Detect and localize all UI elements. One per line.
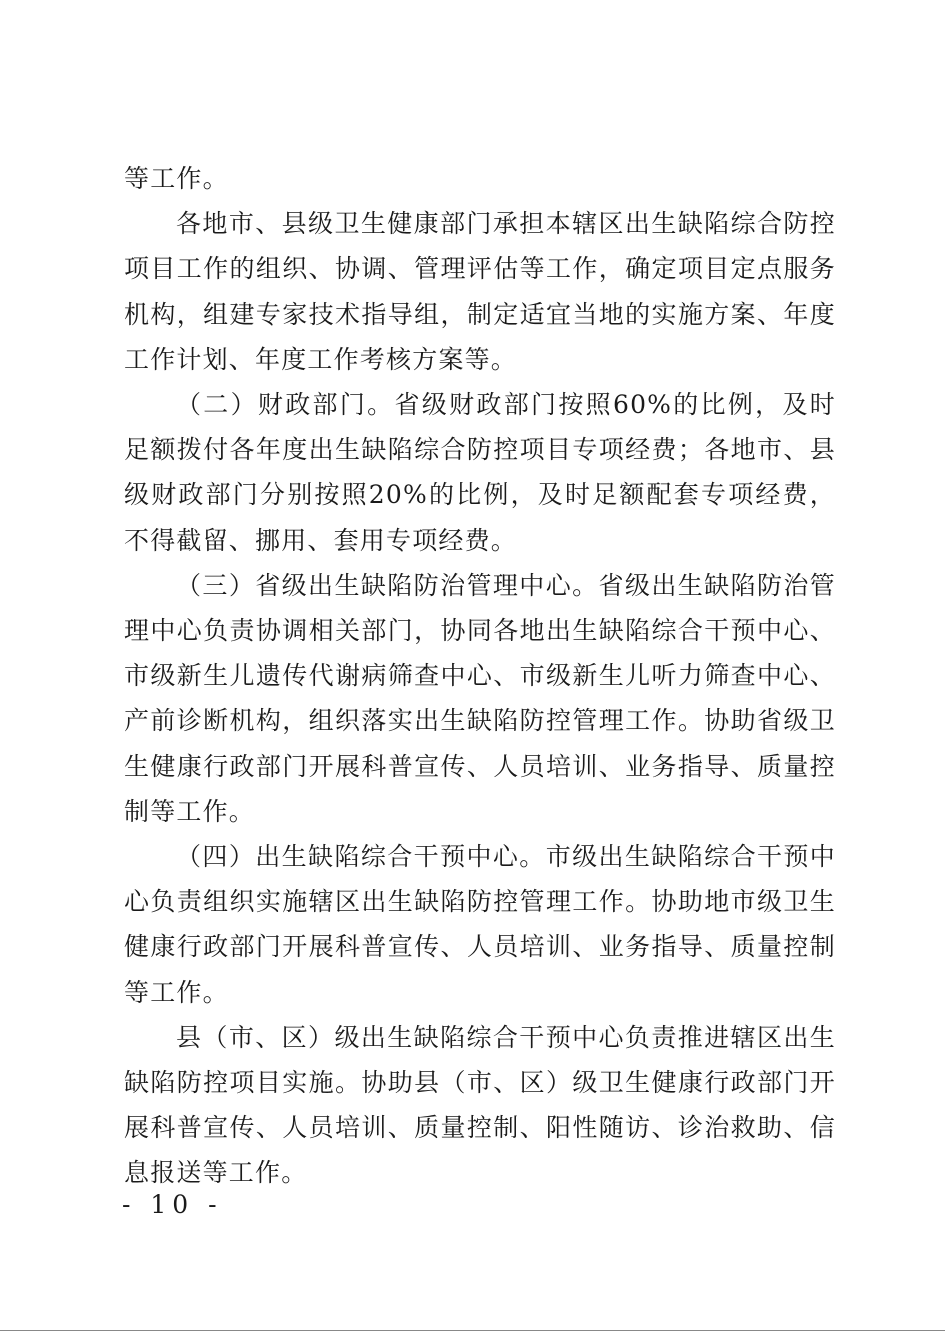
- paragraph: 县（市、区）级出生缺陷综合干预中心负责推进辖区出生缺陷防控项目实施。协助县（市、区）级卫生健康行政部门开展科普宣传、人员培训、质量控制、阳性随访、诊治救助、信息报送等工作。: [124, 1022, 836, 1188]
- document-body: [124, 156, 836, 1196]
- paragraph: （四）出生缺陷综合干预中心。市级出生缺陷综合干预中心负责组织实施辖区出生缺陷防控管理工作。协助地市级卫生健康行政部门开展科普宣传、人员培训、业务指导、质量控制等工作。: [124, 842, 836, 1007]
- paragraph: 等工作。: [124, 164, 229, 193]
- paragraph: 各地市、县级卫生健康部门承担本辖区出生缺陷综合防控项目工作的组织、协调、管理评估等工作，确定项目定点服务机构，组建专家技术指导组，制定适宜当地的实施方案、年度工作计划、年度工作考核方案等。: [124, 209, 836, 374]
- page-number: - 10 -: [122, 1190, 223, 1219]
- paragraph: （三）省级出生缺陷防治管理中心。省级出生缺陷防治管理中心负责协调相关部门，协同各地出生缺陷综合干预中心、市级新生儿遗传代谢病筛查中心、市级新生儿听力筛查中心、产前诊断机构，组织落实出生缺陷防控管理工作。协助省级卫生健康行政部门开展科普宣传、人员培训、业务指导、质量控制等工作。: [124, 570, 836, 826]
- paragraph: （二）财政部门。省级财政部门按照60%的比例，及时足额拨付各年度出生缺陷综合防控项目专项经费；各地市、县级财政部门分别按照20%的比例，及时足额配套专项经费，不得截留、挪用、套用专项经费。: [124, 390, 836, 555]
- bottom-divider: [0, 1330, 945, 1331]
